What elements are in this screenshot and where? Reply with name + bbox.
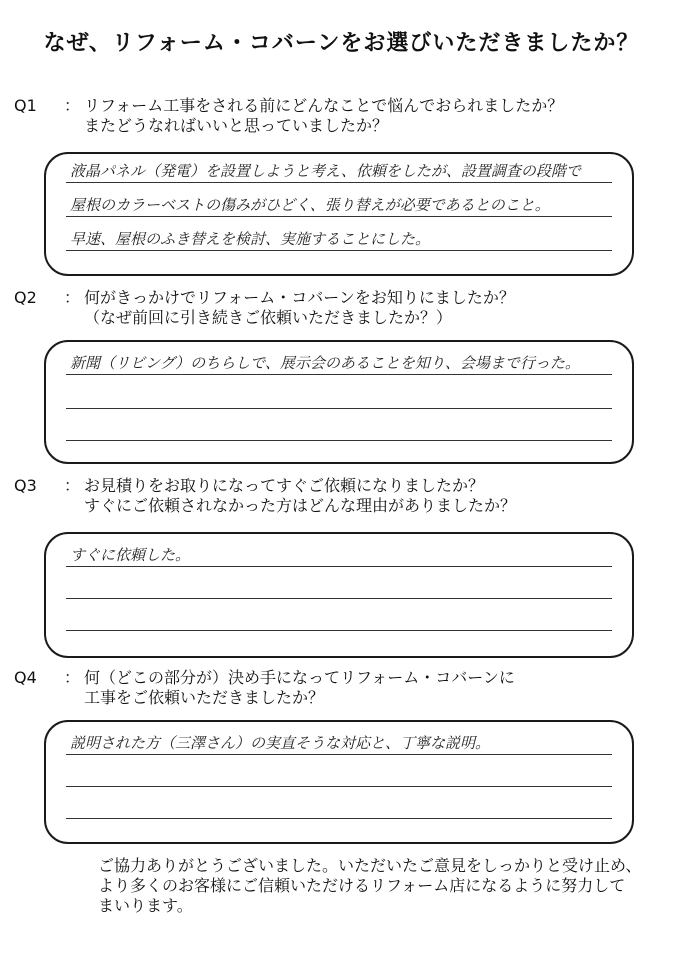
- answer-line: [66, 408, 612, 409]
- answer-text: 早速、屋根のふき替えを検討、実施することにした。: [70, 230, 431, 248]
- page-title: なぜ、リフォーム・コバーンをお選びいただきましたか？: [43, 31, 640, 56]
- answer-text: 液晶パネル（発電）を設置しようと考え、依頼をしたが、設置調査の段階で: [70, 162, 581, 180]
- answer-line: [66, 818, 612, 819]
- answer-line: [66, 754, 612, 755]
- question-4: [14, 668, 664, 708]
- answer-box-3: [44, 532, 634, 658]
- question-colon: ：: [64, 668, 81, 687]
- question-2: [14, 288, 664, 328]
- answer-line: [66, 182, 612, 183]
- question-text: 何がきっかけでリフォーム・コバーンをお知りにましたか？: [84, 288, 515, 307]
- question-number: Q3: [14, 476, 37, 495]
- closing-message: [98, 856, 658, 916]
- closing-line: ご協力ありがとうございました。いただいたご意見をしっかりと受け止め、: [98, 856, 642, 875]
- closing-line: まいります。: [98, 896, 193, 915]
- question-text: すぐにご依頼されなかった方はどんな理由がありましたか？: [84, 496, 517, 515]
- answer-box-4: [44, 720, 634, 844]
- answer-line: [66, 598, 612, 599]
- answer-text: すぐに依頼した。: [70, 546, 191, 564]
- question-colon: ：: [64, 96, 81, 115]
- question-text: 工事をご依頼いただきましたか？: [84, 688, 325, 707]
- answer-line: [66, 250, 612, 251]
- answer-box-2: [44, 340, 634, 464]
- question-text: 何（どこの部分が）決め手になってリフォーム・コバーンに: [84, 668, 515, 687]
- question-text: またどうなればいいと思っていましたか？: [84, 116, 389, 135]
- answer-text: 説明された方（三澤さん）の実直そうな対応と、丁寧な説明。: [70, 734, 491, 752]
- question-colon: ：: [64, 476, 81, 495]
- question-3: [14, 476, 664, 516]
- answer-line: [66, 630, 612, 631]
- question-1: [14, 96, 664, 136]
- answer-box-1: [44, 152, 634, 276]
- question-number: Q1: [14, 96, 37, 115]
- answer-line: [66, 786, 612, 787]
- question-text: リフォーム工事をされる前にどんなことで悩んでおられましたか？: [84, 96, 564, 115]
- question-colon: ：: [64, 288, 81, 307]
- answer-line: [66, 374, 612, 375]
- question-text: お見積りをお取りになってすぐご依頼になりましたか？: [84, 476, 485, 495]
- question-number: Q2: [14, 288, 37, 307]
- answer-line: [66, 440, 612, 441]
- answer-text: 屋根のカラーベストの傷みがひどく、張り替えが必要であるとのこと。: [70, 196, 550, 214]
- closing-line: より多くのお客様にご信頼いただけるリフォーム店になるように努力して: [98, 876, 626, 895]
- question-text: （なぜ前回に引き続きご依頼いただきましたか？）: [84, 308, 453, 327]
- answer-line: [66, 216, 612, 217]
- answer-text: 新聞（リビング）のちらしで、展示会のあることを知り、会場まで行った。: [70, 354, 580, 372]
- answer-line: [66, 566, 612, 567]
- question-number: Q4: [14, 668, 37, 687]
